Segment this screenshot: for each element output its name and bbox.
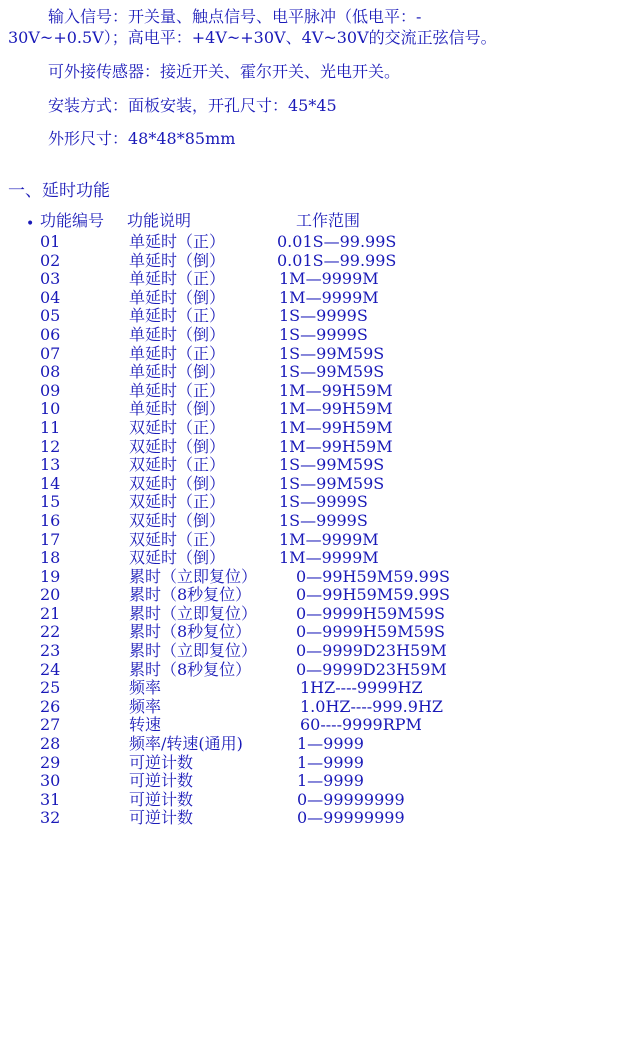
function-no: 23	[40, 641, 61, 661]
function-no: 18	[40, 548, 61, 568]
function-no: 10	[40, 399, 61, 419]
table-row	[0, 586, 620, 605]
table-row	[0, 307, 620, 326]
function-no: 31	[40, 789, 61, 809]
function-desc: 累时（立即复位）	[129, 641, 258, 661]
header-work-range: 工作范围	[296, 211, 361, 230]
function-desc: 单延时（倒）	[129, 399, 226, 419]
intro-input-signal-line2: 30V~+0.5V）；高电平：+4V~+30V、4V~30V的交流正弦信号。	[8, 28, 497, 47]
table-row	[0, 716, 620, 735]
function-no: 15	[40, 492, 61, 512]
function-desc: 单延时（正）	[129, 232, 226, 251]
function-desc: 单延时（正）	[129, 380, 226, 400]
function-desc: 单延时（倒）	[129, 362, 226, 382]
function-desc: 双延时（正）	[129, 417, 226, 437]
intro-mounting: 安装方式：面板安装，开孔尺寸：45*45	[48, 96, 337, 115]
work-range: 1S—99M59S	[279, 343, 385, 363]
work-range: 0—99H59M59.99S	[296, 585, 450, 605]
function-no: 13	[40, 455, 61, 475]
function-desc: 可逆计数	[129, 752, 194, 772]
table-row	[0, 382, 620, 401]
function-desc: 双延时（倒）	[129, 436, 226, 456]
function-no: 32	[40, 808, 61, 828]
function-desc: 双延时（正）	[129, 455, 226, 475]
function-no: 26	[40, 696, 61, 716]
work-range: 0—9999D23H59M	[296, 659, 447, 679]
function-desc: 单延时（倒）	[129, 324, 226, 344]
work-range: 1M—9999M	[279, 529, 379, 549]
function-desc: 累时（立即复位）	[129, 566, 258, 586]
work-range: 0.01S—99.99S	[277, 232, 397, 251]
header-function-desc: 功能说明	[127, 211, 192, 230]
intro-dimensions: 外形尺寸：48*48*85mm	[48, 129, 236, 148]
function-no: 27	[40, 715, 61, 735]
work-range: 1M—99H59M	[279, 436, 393, 456]
table-row	[0, 772, 620, 791]
table-row	[0, 549, 620, 568]
table-row	[0, 642, 620, 661]
intro-sensors: 可外接传感器：接近开关、霍尔开关、光电开关。	[48, 62, 401, 81]
table-row	[0, 419, 620, 438]
function-desc: 可逆计数	[129, 789, 194, 809]
work-range: 1S—9999S	[279, 324, 368, 344]
table-row	[0, 809, 620, 828]
table-row	[0, 791, 620, 810]
work-range: 0.01S—99.99S	[277, 250, 397, 270]
work-range: 1S—99M59S	[279, 362, 385, 382]
work-range: 0—9999H59M59S	[296, 603, 445, 623]
table-row	[0, 754, 620, 773]
table-row	[0, 679, 620, 698]
function-no: 25	[40, 678, 61, 698]
function-desc: 频率	[129, 678, 162, 698]
work-range: 1S—9999S	[279, 306, 368, 326]
table-row	[0, 698, 620, 717]
table-row	[0, 475, 620, 494]
function-desc: 转速	[129, 715, 162, 735]
function-no: 21	[40, 603, 61, 623]
bullet-icon: •	[26, 216, 35, 232]
table-row	[0, 568, 620, 587]
function-desc: 频率/转速(通用)	[129, 734, 243, 754]
table-row	[0, 270, 620, 289]
work-range: 0—9999H59M59S	[296, 622, 445, 642]
function-no: 08	[40, 362, 61, 382]
table-row	[0, 233, 620, 252]
function-desc: 累时（8秒复位）	[129, 659, 252, 679]
function-no: 16	[40, 510, 61, 530]
work-range: 1M—9999M	[279, 269, 379, 289]
work-range: 1S—99M59S	[279, 455, 385, 475]
function-no: 29	[40, 752, 61, 772]
work-range: 1M—99H59M	[279, 399, 393, 419]
function-desc: 单延时（倒）	[129, 250, 226, 270]
function-no: 05	[40, 306, 61, 326]
intro-input-signal-line1: 输入信号：开关量、触点信号、电平脉冲（低电平：-	[48, 7, 422, 26]
work-range: 0—99999999	[297, 789, 405, 809]
work-range: 1S—9999S	[279, 510, 368, 530]
function-table	[0, 233, 620, 828]
work-range: 1M—99H59M	[279, 417, 393, 437]
work-range: 1M—99H59M	[279, 380, 393, 400]
function-no: 19	[40, 566, 61, 586]
table-row	[0, 456, 620, 475]
function-desc: 累时（立即复位）	[129, 603, 258, 623]
table-row	[0, 623, 620, 642]
function-no: 20	[40, 585, 61, 605]
function-desc: 双延时（倒）	[129, 473, 226, 493]
function-no: 03	[40, 269, 61, 289]
function-no: 28	[40, 734, 61, 754]
table-row	[0, 326, 620, 345]
work-range: 1.0HZ----999.9HZ	[300, 696, 444, 716]
table-row	[0, 512, 620, 531]
header-function-no: 功能编号	[40, 211, 105, 230]
work-range: 1S—9999S	[279, 492, 368, 512]
table-row	[0, 400, 620, 419]
function-desc: 单延时（正）	[129, 269, 226, 289]
function-no: 11	[40, 417, 61, 437]
work-range: 1M—9999M	[279, 287, 379, 307]
work-range: 0—99H59M59.99S	[296, 566, 450, 586]
function-desc: 双延时（正）	[129, 492, 226, 512]
table-row	[0, 289, 620, 308]
work-range: 0—99999999	[297, 808, 405, 828]
work-range: 1—9999	[297, 771, 364, 791]
table-row	[0, 438, 620, 457]
function-desc: 累时（8秒复位）	[129, 622, 252, 642]
function-no: 06	[40, 324, 61, 344]
section-title: 一、延时功能	[8, 181, 110, 201]
function-desc: 双延时（倒）	[129, 510, 226, 530]
function-no: 04	[40, 287, 61, 307]
function-desc: 双延时（正）	[129, 529, 226, 549]
function-no: 07	[40, 343, 61, 363]
function-desc: 单延时（正）	[129, 306, 226, 326]
function-no: 22	[40, 622, 61, 642]
function-no: 02	[40, 250, 61, 270]
function-desc: 单延时（正）	[129, 343, 226, 363]
table-row	[0, 531, 620, 550]
function-no: 30	[40, 771, 61, 791]
table-row	[0, 661, 620, 680]
function-desc: 频率	[129, 696, 162, 716]
table-row	[0, 735, 620, 754]
work-range: 60----9999RPM	[300, 715, 422, 735]
table-row	[0, 252, 620, 271]
function-no: 12	[40, 436, 61, 456]
table-row	[0, 363, 620, 382]
table-row	[0, 345, 620, 364]
function-no: 01	[40, 232, 61, 251]
work-range: 1—9999	[297, 734, 364, 754]
function-no: 24	[40, 659, 61, 679]
function-no: 14	[40, 473, 61, 493]
work-range: 0—9999D23H59M	[296, 641, 447, 661]
function-no: 17	[40, 529, 61, 549]
table-row	[0, 605, 620, 624]
function-desc: 单延时（倒）	[129, 287, 226, 307]
work-range: 1HZ----9999HZ	[300, 678, 423, 698]
work-range: 1S—99M59S	[279, 473, 385, 493]
work-range: 1M—9999M	[279, 548, 379, 568]
work-range: 1—9999	[297, 752, 364, 772]
function-no: 09	[40, 380, 61, 400]
function-desc: 累时（8秒复位）	[129, 585, 252, 605]
function-desc: 可逆计数	[129, 771, 194, 791]
function-desc: 双延时（倒）	[129, 548, 226, 568]
table-row	[0, 493, 620, 512]
function-desc: 可逆计数	[129, 808, 194, 828]
